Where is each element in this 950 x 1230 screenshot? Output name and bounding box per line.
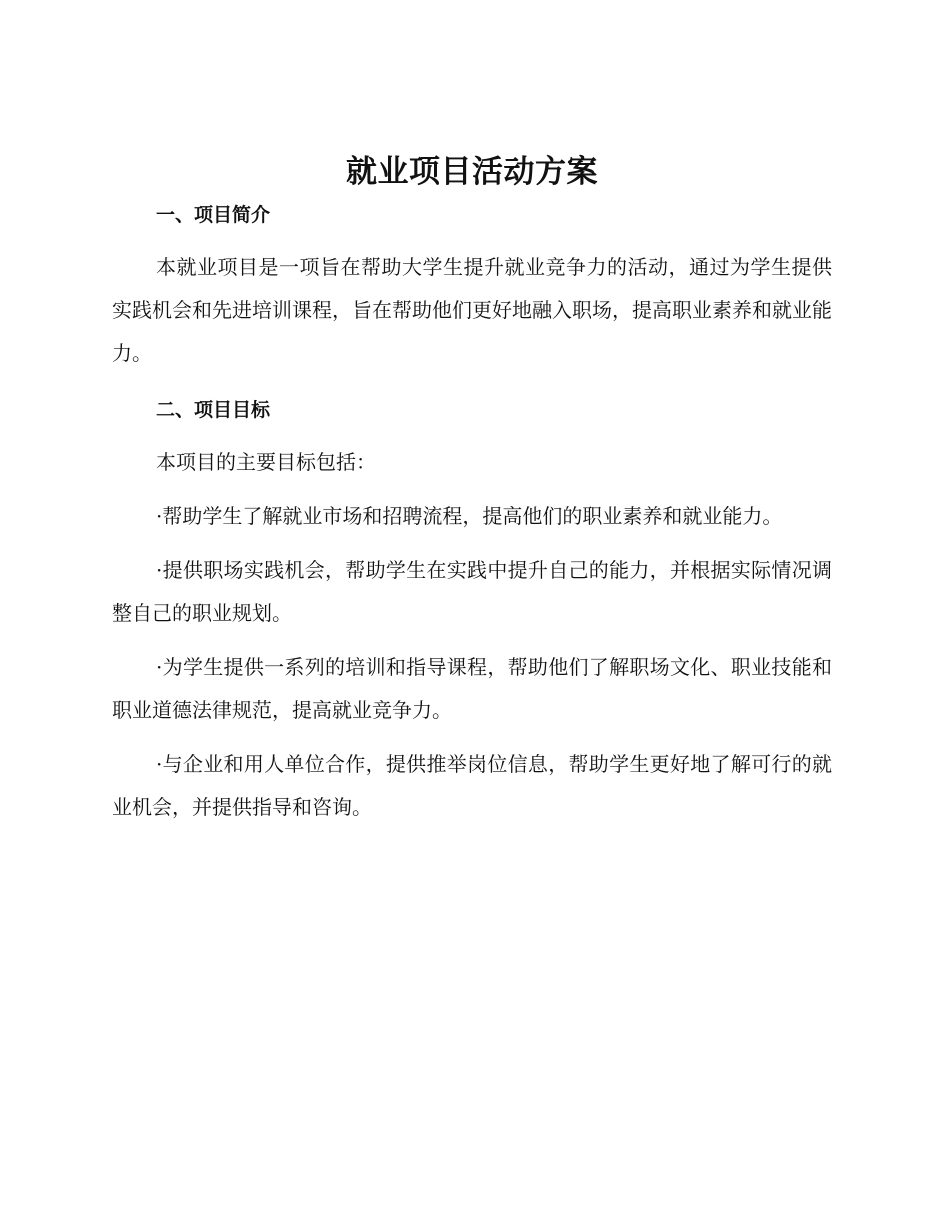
- bullet-item: ·与企业和用人单位合作，提供推举岗位信息，帮助学生更好地了解可行的就业机会，并提供指导和咨询。: [112, 752, 832, 819]
- section-goals: [112, 395, 832, 829]
- bullet-item: ·提供职场实践机会，帮助学生在实践中提升自己的能力，并根据实际情况调整自己的职业规划。: [112, 558, 832, 625]
- section-heading: 二、项目目标: [156, 399, 271, 421]
- paragraph: 本项目的主要目标包括：: [156, 450, 376, 474]
- bullet-item: ·帮助学生了解就业市场和招聘流程，提高他们的职业素养和就业能力。: [156, 504, 783, 528]
- paragraph: 本就业项目是一项旨在帮助大学生提升就业竞争力的活动，通过为学生提供实践机会和先进培训课程，旨在帮助他们更好地融入职场，提高职业素养和就业能力。: [112, 255, 832, 365]
- document-content: [112, 150, 832, 829]
- bullet-item: ·为学生提供一系列的培训和指导课程，帮助他们了解职场文化、职业技能和职业道德法律规范，提高就业竞争力。: [112, 655, 832, 722]
- section-intro: [112, 200, 832, 375]
- section-heading: 一、项目简介: [156, 204, 271, 226]
- document-title: 就业项目活动方案: [346, 154, 598, 190]
